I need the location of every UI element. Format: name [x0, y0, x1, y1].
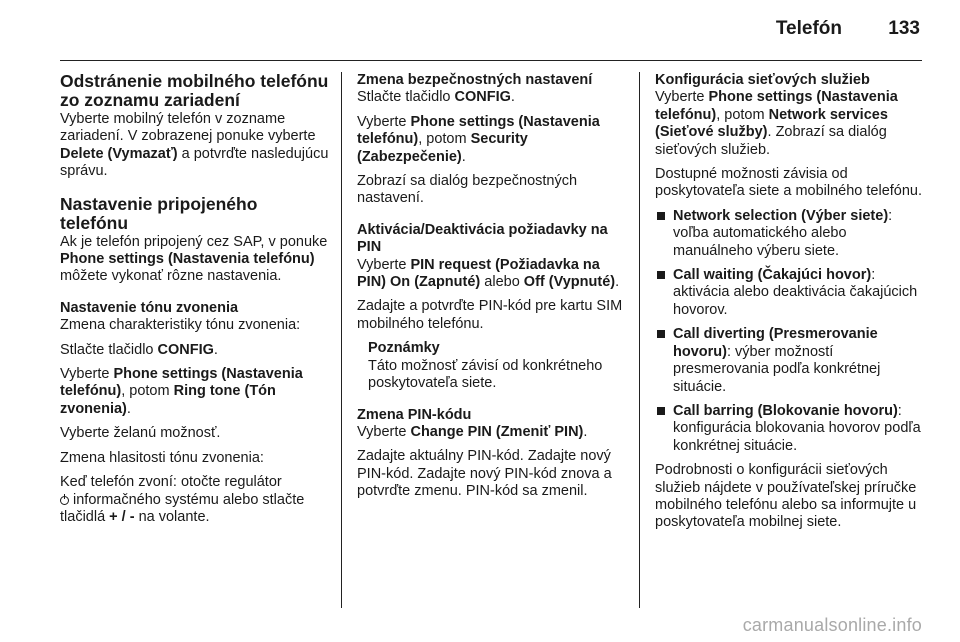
volume-text-2: Keď telefón zvoní: otočte regulátor informačného systému alebo stlačte tlačidlá + / - na volante.	[60, 474, 305, 525]
connected-phone-text: Ak je telefón pripojený cez SAP, v ponuke Phone settings (Nastavenia telefónu) môžete vykonať rôzne nastavenia.	[60, 233, 328, 285]
network-text-3: Podrobnosti o konfigurácii sieťových služieb nájdete v používateľskej príručke mobilného telefónu alebo sa informujte u poskytovateľa mobilnej siete.	[655, 462, 917, 531]
pin-change-text-1: Vyberte Change PIN (Zmeniť PIN).	[357, 423, 588, 440]
bullet-square-icon	[657, 407, 665, 415]
pin-request-text-1: Vyberte PIN request (Požiadavka na PIN) On (Zapnuté) alebo Off (Vypnuté).	[357, 256, 620, 291]
column-divider-2	[639, 72, 640, 608]
note-title: Poznámky	[368, 340, 440, 357]
page-header	[0, 0, 960, 60]
pin-request-text-2: Zadajte a potvrďte PIN-kód pre kartu SIM mobilného telefónu.	[357, 298, 623, 332]
bullet-square-icon	[657, 330, 665, 338]
bullet-square-icon	[657, 271, 665, 279]
security-text-3: Zobrazí sa dialóg bezpečnostných nastavení.	[357, 173, 578, 207]
page-number: 133	[888, 18, 920, 39]
section-title: Telefón	[775, 18, 842, 39]
ringtone-text-3: Vyberte Phone settings (Nastavenia telefónu), potom Ring tone (Tón zvonenia).	[60, 366, 303, 417]
column-divider-1	[341, 72, 342, 608]
network-options-list	[655, 208, 925, 455]
column-3	[655, 72, 925, 539]
pin-change-text-2: Zadajte aktuálny PIN-kód. Zadajte nový PIN-kód. Zadajte nový PIN-kód znova a potvrďte zmenu. PIN-kód sa zmenil.	[357, 448, 612, 500]
heading-pin-change: Zmena PIN-kódu	[357, 406, 472, 423]
heading-pin-request: Aktivácia/Deaktivácia požiadavky na PIN	[357, 221, 608, 256]
bullet-square-icon	[657, 212, 665, 220]
note-box	[368, 340, 627, 392]
column-1	[60, 72, 330, 533]
ringtone-text-4: Vyberte želanú možnosť.	[60, 425, 221, 442]
ringtone-text-1: Zmena charakteristiky tónu zvonenia:	[60, 317, 301, 334]
remove-phone-text: Vyberte mobilný telefón v zozname zariadení. V zobrazenej ponuke vyberte Delete (Vymazať) a potvrďte nasledujúcu správu.	[60, 111, 329, 180]
ringtone-text-2: Stlačte tlačidlo CONFIG.	[60, 341, 218, 358]
watermark: carmanualsonline.info	[742, 615, 922, 635]
heading-ringtone: Nastavenie tónu zvonenia	[60, 299, 239, 316]
heading-connected-phone: Nastavenie pripojeného telefónu	[60, 193, 258, 233]
security-text-1: Stlačte tlačidlo CONFIG.	[357, 89, 515, 106]
list-item: Call waiting (Čakajúci hovor): aktivácia alebo deaktivácia čakajúcich hovorov.	[655, 267, 925, 319]
volume-text-1: Zmena hlasitosti tónu zvonenia:	[60, 449, 264, 466]
heading-remove-phone: Odstránenie mobilného telefónu zo zoznamu zariadení	[60, 71, 329, 110]
network-text-1: Vyberte Phone settings (Nastavenia telefónu), potom Network services (Sieťové služby). Zobrazí sa dialóg sieťových služieb.	[655, 89, 898, 158]
network-text-2: Dostupné možnosti závisia od poskytovateľa siete a mobilného telefónu.	[655, 166, 923, 200]
list-item: Network selection (Výber siete): voľba automatického alebo manuálneho výberu siete.	[655, 208, 925, 260]
column-2	[357, 72, 627, 508]
list-item: Call diverting (Presmerovanie hovoru): výber možností presmerovania podľa konkrétnej situácie.	[655, 326, 925, 396]
heading-network-services: Konfigurácia sieťových služieb	[655, 72, 870, 88]
security-text-2: Vyberte Phone settings (Nastavenia telefónu), potom Security (Zabezpečenie).	[357, 113, 600, 165]
heading-security: Zmena bezpečnostných nastavení	[357, 72, 593, 88]
header-rule	[60, 60, 922, 61]
power-knob-icon	[60, 496, 69, 505]
note-text: Táto možnosť závisí od konkrétneho poskytovateľa siete.	[368, 357, 603, 392]
list-item: Call barring (Blokovanie hovoru): konfigurácia blokovania hovorov podľa konkrétnej situácie.	[655, 403, 925, 455]
